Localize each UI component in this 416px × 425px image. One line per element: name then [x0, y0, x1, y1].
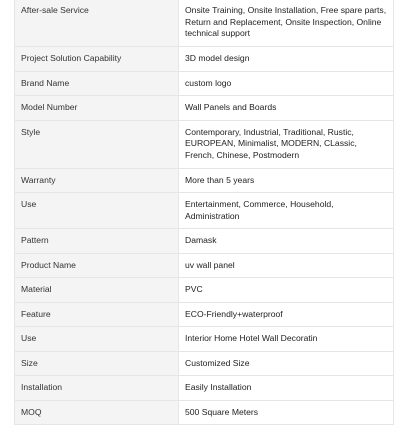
- table-row: [15, 229, 394, 254]
- spec-value: Entertainment, Commerce, Household, Administration: [179, 193, 394, 229]
- spec-value: Contemporary, Industrial, Traditional, Rustic, EUROPEAN, Minimalist, MODERN, CLassic, French, Chinese, Postmodern: [179, 120, 394, 168]
- spec-value: Customized Size: [179, 351, 394, 376]
- spec-key: Warranty: [15, 168, 179, 193]
- spec-value: Onsite Training, Onsite Installation, Free spare parts, Return and Replacement, Onsite Inspection, Online technical support: [179, 0, 394, 47]
- spec-key: Material: [15, 278, 179, 303]
- spec-key: Feature: [15, 302, 179, 327]
- spec-key: Style: [15, 120, 179, 168]
- table-row: [15, 47, 394, 72]
- table-row: [15, 278, 394, 303]
- spec-value: 500 Square Meters: [179, 400, 394, 425]
- spec-value: 3D model design: [179, 47, 394, 72]
- table-row: [15, 302, 394, 327]
- spec-key: Use: [15, 193, 179, 229]
- table-row: [15, 168, 394, 193]
- spec-key: Brand Name: [15, 71, 179, 96]
- spec-key: Model Number: [15, 96, 179, 121]
- spec-value: More than 5 years: [179, 168, 394, 193]
- table-row: [15, 327, 394, 352]
- spec-value: Interior Home Hotel Wall Decoratin: [179, 327, 394, 352]
- spec-value: PVC: [179, 278, 394, 303]
- spec-key: Product Name: [15, 253, 179, 278]
- spec-key: MOQ: [15, 400, 179, 425]
- spec-key: Size: [15, 351, 179, 376]
- spec-value: Wall Panels and Boards: [179, 96, 394, 121]
- spec-value: uv wall panel: [179, 253, 394, 278]
- spec-key: Installation: [15, 376, 179, 401]
- spec-value: Damask: [179, 229, 394, 254]
- spec-key: Project Solution Capability: [15, 47, 179, 72]
- table-row: [15, 193, 394, 229]
- table-row: [15, 0, 394, 47]
- table-row: [15, 400, 394, 425]
- spec-key: Pattern: [15, 229, 179, 254]
- spec-value: Easily Installation: [179, 376, 394, 401]
- table-row: [15, 253, 394, 278]
- spec-value: ECO-Friendly+waterproof: [179, 302, 394, 327]
- spec-key: After-sale Service: [15, 0, 179, 47]
- spec-key: Use: [15, 327, 179, 352]
- table-row: [15, 71, 394, 96]
- table-row: [15, 120, 394, 168]
- spec-value: custom logo: [179, 71, 394, 96]
- table-row: [15, 96, 394, 121]
- product-spec-table: [14, 0, 394, 425]
- table-row: [15, 376, 394, 401]
- table-row: [15, 351, 394, 376]
